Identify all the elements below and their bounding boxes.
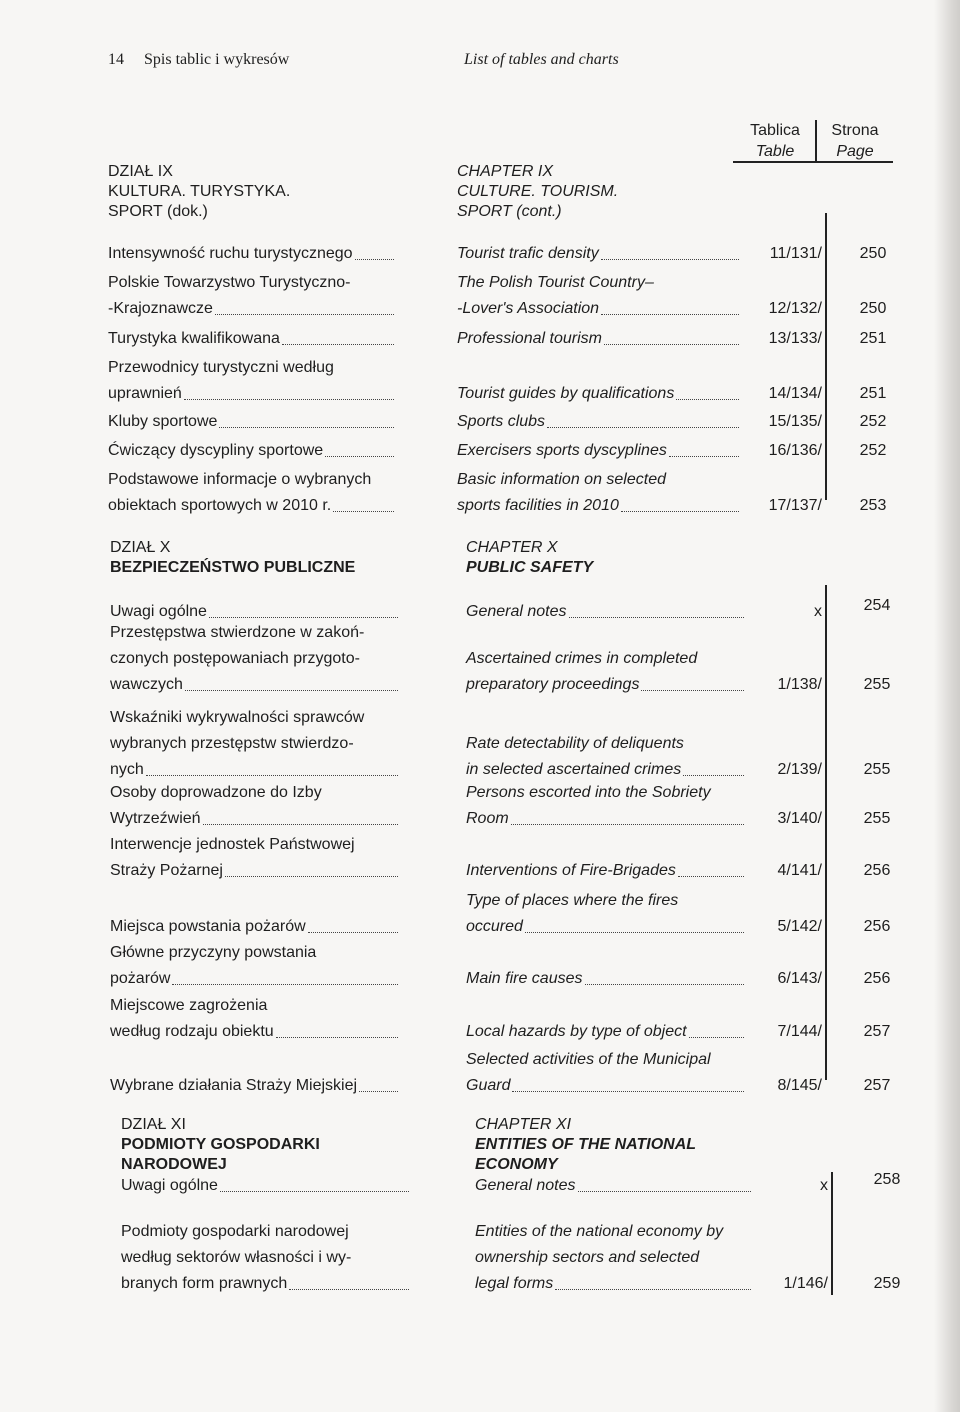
column-headers	[733, 120, 893, 164]
dot-leader	[146, 775, 398, 776]
entry-line-pl	[110, 646, 400, 672]
entry-text-pl: Miejsca powstania pożarów	[110, 918, 306, 935]
dot-leader	[185, 690, 398, 691]
entry-text-pl: Wytrzeźwień	[110, 810, 201, 827]
entry-text-en: Persons escorted into the Sobriety	[466, 784, 711, 801]
entry-line-en	[475, 1245, 753, 1271]
table-number: x	[820, 1177, 828, 1194]
entry-line-pl	[108, 381, 396, 407]
entry-line-en	[466, 780, 746, 806]
entry-title-en	[457, 326, 741, 352]
section-heading-line-en: PUBLIC SAFETY	[466, 559, 594, 576]
table-number: 1/146/	[783, 1275, 828, 1292]
entry-line-en	[466, 806, 746, 832]
entry-line-pl	[108, 409, 396, 435]
dot-leader	[601, 314, 739, 315]
page-number-cell: 257	[863, 1077, 891, 1094]
dot-leader	[683, 775, 744, 776]
table-number: x	[814, 603, 822, 620]
entry-text-pl: Straży Pożarnej	[110, 862, 223, 879]
entry-line-en	[466, 858, 746, 884]
entry-title-en	[475, 1173, 753, 1199]
entry-title-en	[457, 438, 741, 464]
section-heading-line-pl: NARODOWEJ	[121, 1156, 227, 1173]
section-heading-en	[466, 538, 593, 578]
toc-entry[interactable]	[0, 705, 960, 783]
page-number-cell: 251	[859, 385, 887, 402]
entry-title-pl	[110, 832, 400, 884]
entry-title-pl	[108, 467, 396, 519]
entry-text-pl: Turystyka kwalifikowana	[108, 330, 280, 347]
entry-text-pl: Uwagi ogólne	[121, 1177, 218, 1194]
page-number-cell: 258	[873, 1171, 901, 1188]
entry-line-en	[475, 1271, 753, 1297]
dot-leader	[172, 984, 398, 985]
entry-text-en: The Polish Tourist Country–	[457, 274, 654, 291]
entry-title-en	[475, 1219, 753, 1297]
entry-title-pl	[108, 241, 396, 267]
entry-line-en	[457, 326, 741, 352]
entry-text-pl: branych form prawnych	[121, 1275, 288, 1292]
table-number: 12/132/	[768, 300, 822, 317]
dot-leader	[689, 1037, 744, 1038]
entry-text-en: Interventions of Fire-Brigades	[466, 862, 676, 879]
page-number-cell: 255	[863, 810, 891, 827]
entry-text-en: Professional tourism	[457, 330, 602, 347]
section-heading-line-en: ENTITIES OF THE NATIONAL	[475, 1136, 697, 1153]
dot-leader	[276, 1037, 398, 1038]
entry-title-pl	[121, 1173, 411, 1199]
toc-entry[interactable]	[0, 409, 960, 435]
entry-title-en	[466, 1047, 746, 1099]
entry-line-pl	[110, 1073, 400, 1099]
entry-line-pl	[110, 672, 400, 698]
table-number: 1/138/	[777, 676, 822, 693]
toc-entry[interactable]	[0, 326, 960, 352]
entry-line-pl	[110, 620, 400, 646]
toc-entry[interactable]	[0, 620, 960, 698]
entry-text-en: Main fire causes	[466, 970, 583, 987]
entry-title-en	[466, 780, 746, 832]
entry-line-pl	[108, 355, 396, 381]
entry-line-en	[457, 241, 741, 267]
dot-leader	[676, 399, 739, 400]
entry-line-en	[457, 409, 741, 435]
entry-line-en	[475, 1219, 753, 1245]
entry-text-en: Tourist guides by qualifications	[457, 385, 675, 402]
entry-text-en: Entities of the national economy by	[475, 1223, 724, 1240]
entry-line-pl	[110, 832, 400, 858]
table-number: 7/144/	[777, 1023, 822, 1040]
entry-text-pl: Podmioty gospodarki narodowej	[121, 1223, 349, 1240]
toc-entry[interactable]	[0, 1173, 960, 1199]
entry-line-en	[457, 296, 741, 322]
entry-text-en: General notes	[466, 603, 567, 620]
section-heading-line-pl: DZIAŁ X	[110, 539, 171, 556]
entry-line-pl	[108, 438, 396, 464]
page-number-cell: 255	[863, 761, 891, 778]
entry-line-pl	[110, 731, 400, 757]
entry-text-en: -Lover's Association	[457, 300, 600, 317]
entry-line-pl	[110, 940, 400, 966]
dot-leader	[601, 259, 739, 260]
page-number-cell: 256	[863, 918, 891, 935]
table-number: 16/136/	[768, 442, 822, 459]
section-heading-line-en: CHAPTER XI	[475, 1116, 572, 1133]
page-number-cell: 257	[863, 1023, 891, 1040]
page-number-cell: 252	[859, 442, 887, 459]
dot-leader	[641, 690, 744, 691]
table-number: 6/143/	[777, 970, 822, 987]
entry-text-en: Rate detectability of deliquents	[466, 735, 684, 752]
page-number-cell: 253	[859, 497, 887, 514]
entry-text-en: legal forms	[475, 1275, 554, 1292]
dot-leader	[512, 1091, 744, 1092]
entry-text-en: Local hazards by type of object	[466, 1023, 687, 1040]
dot-leader	[308, 932, 398, 933]
page-number-cell: 251	[859, 330, 887, 347]
entry-line-en	[466, 646, 746, 672]
dot-leader	[578, 1191, 751, 1192]
entry-title-pl	[110, 705, 400, 783]
table-number: 5/142/	[777, 918, 822, 935]
dot-leader	[215, 314, 394, 315]
page-column-header-pl: Strona	[831, 122, 879, 139]
column-header-divider	[815, 120, 817, 162]
section-heading-line-en: SPORT (cont.)	[457, 203, 562, 220]
toc-entry[interactable]	[0, 438, 960, 464]
entry-line-pl	[110, 914, 400, 940]
section-heading-line-pl: BEZPIECZEŃSTWO PUBLICZNE	[110, 559, 356, 576]
section-heading-line-pl: KULTURA. TURYSTYKA.	[108, 183, 291, 200]
table-number: 4/141/	[777, 862, 822, 879]
entry-title-pl	[110, 1073, 400, 1099]
entry-text-en: Exercisers sports dyscyplines	[457, 442, 667, 459]
entry-line-pl	[121, 1173, 411, 1199]
dot-leader	[547, 427, 739, 428]
entry-title-pl	[110, 620, 400, 698]
entry-text-pl: według rodzaju obiektu	[110, 1023, 274, 1040]
entry-title-pl	[110, 993, 400, 1045]
entry-line-en	[457, 438, 741, 464]
dot-leader	[325, 456, 394, 457]
entry-line-en	[466, 888, 746, 914]
table-number: 8/145/	[777, 1077, 822, 1094]
entry-title-en	[457, 270, 741, 322]
page-number-cell: 250	[859, 245, 887, 262]
entry-text-pl: Polskie Towarzystwo Turystyczno-	[108, 274, 351, 291]
entry-title-pl	[108, 355, 396, 407]
header-title-pl: Spis tablic i wykresów	[144, 51, 290, 68]
section-heading-pl	[108, 162, 290, 222]
section-heading-line-pl: SPORT (dok.)	[108, 203, 208, 220]
section-heading-pl	[121, 1115, 320, 1175]
entry-title-en	[466, 888, 746, 940]
dot-leader	[525, 932, 744, 933]
section-heading-pl	[110, 538, 355, 578]
section-heading-en	[457, 162, 618, 222]
entry-title-en	[457, 381, 741, 407]
entry-text-en: Guard	[466, 1077, 511, 1094]
entry-text-en: ownership sectors and selected	[475, 1249, 700, 1266]
entry-title-pl	[108, 438, 396, 464]
entry-text-pl: Wskaźniki wykrywalności sprawców	[110, 709, 365, 726]
section-heading-line-en: ECONOMY	[475, 1156, 558, 1173]
entry-text-en: Sports clubs	[457, 413, 546, 430]
entry-title-pl	[108, 270, 396, 322]
entry-line-en	[475, 1173, 753, 1199]
page-number: 14	[108, 51, 124, 68]
dot-leader	[209, 617, 398, 618]
entry-text-pl: Osoby doprowadzone do Izby	[110, 784, 322, 801]
entry-text-en: Room	[466, 810, 509, 827]
entry-title-pl	[108, 409, 396, 435]
entry-text-en: preparatory proceedings	[466, 676, 640, 693]
entry-text-en: Ascertained crimes in completed	[466, 650, 698, 667]
entry-line-en	[466, 966, 746, 992]
entry-title-en	[457, 409, 741, 435]
entry-line-pl	[121, 1219, 411, 1245]
entry-title-en	[457, 467, 741, 519]
section-heading-line-pl: DZIAŁ IX	[108, 163, 173, 180]
dot-leader	[184, 399, 394, 400]
table-number: 11/131/	[769, 245, 822, 262]
entry-text-en: sports facilities in 2010	[457, 497, 619, 514]
entry-line-en	[457, 467, 741, 493]
entry-text-pl: Główne przyczyny powstania	[110, 944, 317, 961]
entry-line-pl	[110, 1019, 400, 1045]
page-column-header-en: Page	[836, 143, 874, 160]
entry-text-pl: Kluby sportowe	[108, 413, 218, 430]
toc-entry[interactable]	[0, 780, 960, 832]
entry-text-en: occured	[466, 918, 523, 935]
toc-entry[interactable]	[0, 832, 960, 884]
entry-line-pl	[110, 780, 400, 806]
section-heading-line-en: CHAPTER X	[466, 539, 558, 556]
entry-line-en	[466, 1073, 746, 1099]
entry-line-en	[466, 914, 746, 940]
toc-entry[interactable]	[0, 1047, 960, 1099]
entry-text-en: Tourist trafic density	[457, 245, 599, 262]
entry-text-pl: obiektach sportowych w 2010 r.	[108, 497, 332, 514]
table-number: 13/133/	[768, 330, 822, 347]
section-heading-line-en: CULTURE. TOURISM.	[457, 183, 619, 200]
entry-text-pl: Intensywność ruchu turystycznego	[108, 245, 353, 262]
entry-text-pl: Przewodnicy turystyczni według	[108, 359, 334, 376]
section-heading-line-en: CHAPTER IX	[457, 163, 554, 180]
entry-line-pl	[108, 296, 396, 322]
entry-text-en: in selected ascertained crimes	[466, 761, 682, 778]
table-number: 14/134/	[768, 385, 822, 402]
table-number: 15/135/	[768, 413, 822, 430]
dot-leader	[678, 876, 744, 877]
entry-line-en	[466, 672, 746, 698]
dot-leader	[359, 1091, 398, 1092]
entry-title-pl	[121, 1219, 411, 1297]
dot-leader	[220, 1191, 409, 1192]
dot-leader	[621, 511, 739, 512]
entry-line-pl	[108, 467, 396, 493]
dot-leader	[669, 456, 739, 457]
entry-line-en	[457, 270, 741, 296]
entry-line-en	[466, 1019, 746, 1045]
dot-leader	[604, 344, 739, 345]
section-heading-line-pl: PODMIOTY GOSPODARKI	[121, 1136, 320, 1153]
entry-line-pl	[108, 493, 396, 519]
entry-text-pl: nych	[110, 761, 144, 778]
entry-text-pl: uprawnień	[108, 385, 182, 402]
entry-line-en	[466, 731, 746, 757]
toc-entry[interactable]	[0, 993, 960, 1045]
toc-entry[interactable]	[0, 888, 960, 940]
entry-title-pl	[110, 940, 400, 992]
entry-text-pl: Podstawowe informacje o wybranych	[108, 471, 372, 488]
entry-line-pl	[108, 241, 396, 267]
entry-text-en: Basic information on selected	[457, 471, 666, 488]
toc-entry[interactable]	[0, 241, 960, 267]
toc-entry[interactable]	[0, 940, 960, 992]
page-number-cell: 256	[863, 970, 891, 987]
entry-line-pl	[108, 326, 396, 352]
dot-leader	[555, 1289, 751, 1290]
table-number: 17/137/	[768, 497, 822, 514]
page-number-cell: 250	[859, 300, 887, 317]
toc-entry[interactable]	[0, 270, 960, 322]
dot-leader	[203, 824, 398, 825]
entry-title-en	[466, 731, 746, 783]
entry-line-pl	[110, 705, 400, 731]
entry-text-pl: czonych postępowaniach przygoto-	[110, 650, 360, 667]
entry-text-pl: Wybrane działania Straży Miejskiej	[110, 1077, 358, 1094]
entry-title-pl	[110, 780, 400, 832]
page-number-cell: 254	[863, 597, 891, 614]
entry-text-pl: Przestępstwa stwierdzone w zakoń-	[110, 624, 365, 641]
entry-text-pl: Uwagi ogólne	[110, 603, 207, 620]
section-heading-line-pl: DZIAŁ XI	[121, 1116, 186, 1133]
entry-text-en: Selected activities of the Municipal	[466, 1051, 711, 1068]
entry-title-en	[466, 858, 746, 884]
entry-line-pl	[108, 270, 396, 296]
toc-entry[interactable]	[0, 1219, 960, 1297]
entry-title-pl	[108, 326, 396, 352]
entry-line-en	[457, 381, 741, 407]
entry-line-pl	[110, 993, 400, 1019]
entry-text-pl: Miejscowe zagrożenia	[110, 997, 268, 1014]
entry-text-pl: wybranych przestępstw stwierdzo-	[110, 735, 354, 752]
entry-line-pl	[121, 1271, 411, 1297]
page-number-cell: 252	[859, 413, 887, 430]
entry-text-pl: Interwencje jednostek Państwowej	[110, 836, 355, 853]
dot-leader	[219, 427, 394, 428]
header-title-en: List of tables and charts	[464, 51, 619, 68]
dot-leader	[333, 511, 394, 512]
entry-text-pl: pożarów	[110, 970, 171, 987]
entry-text-pl: według sektorów własności i wy-	[121, 1249, 352, 1266]
entry-title-pl	[110, 914, 400, 940]
page-number-cell: 259	[873, 1275, 901, 1292]
column-header-underline	[733, 161, 893, 163]
toc-entry[interactable]	[0, 355, 960, 407]
entry-text-pl: -Krajoznawcze	[108, 300, 213, 317]
page-number-cell: 256	[863, 862, 891, 879]
dot-leader	[289, 1289, 409, 1290]
table-number: 2/139/	[777, 761, 822, 778]
entry-line-en	[457, 493, 741, 519]
entry-title-en	[466, 646, 746, 698]
entry-line-pl	[121, 1245, 411, 1271]
entry-text-en: General notes	[475, 1177, 576, 1194]
dot-leader	[225, 876, 398, 877]
entry-line-en	[466, 1047, 746, 1073]
entry-line-pl	[110, 806, 400, 832]
entry-title-en	[466, 1019, 746, 1045]
dot-leader	[511, 824, 744, 825]
section-heading-en	[475, 1115, 696, 1175]
dot-leader	[585, 984, 745, 985]
entry-line-pl	[110, 858, 400, 884]
dot-leader	[282, 344, 394, 345]
entry-line-pl	[110, 966, 400, 992]
table-column-header-pl: Tablica	[750, 122, 800, 139]
page-number-cell: 255	[863, 676, 891, 693]
entry-title-en	[466, 966, 746, 992]
table-column-header-en: Table	[755, 143, 795, 160]
entry-text-pl: wawczych	[110, 676, 183, 693]
entry-text-pl: Ćwiczący dyscypliny sportowe	[108, 442, 324, 459]
dot-leader	[569, 617, 744, 618]
entry-text-en: Type of places where the fires	[466, 892, 679, 909]
entry-title-en	[457, 241, 741, 267]
table-number: 3/140/	[777, 810, 822, 827]
dot-leader	[355, 259, 394, 260]
toc-entry[interactable]	[0, 467, 960, 519]
